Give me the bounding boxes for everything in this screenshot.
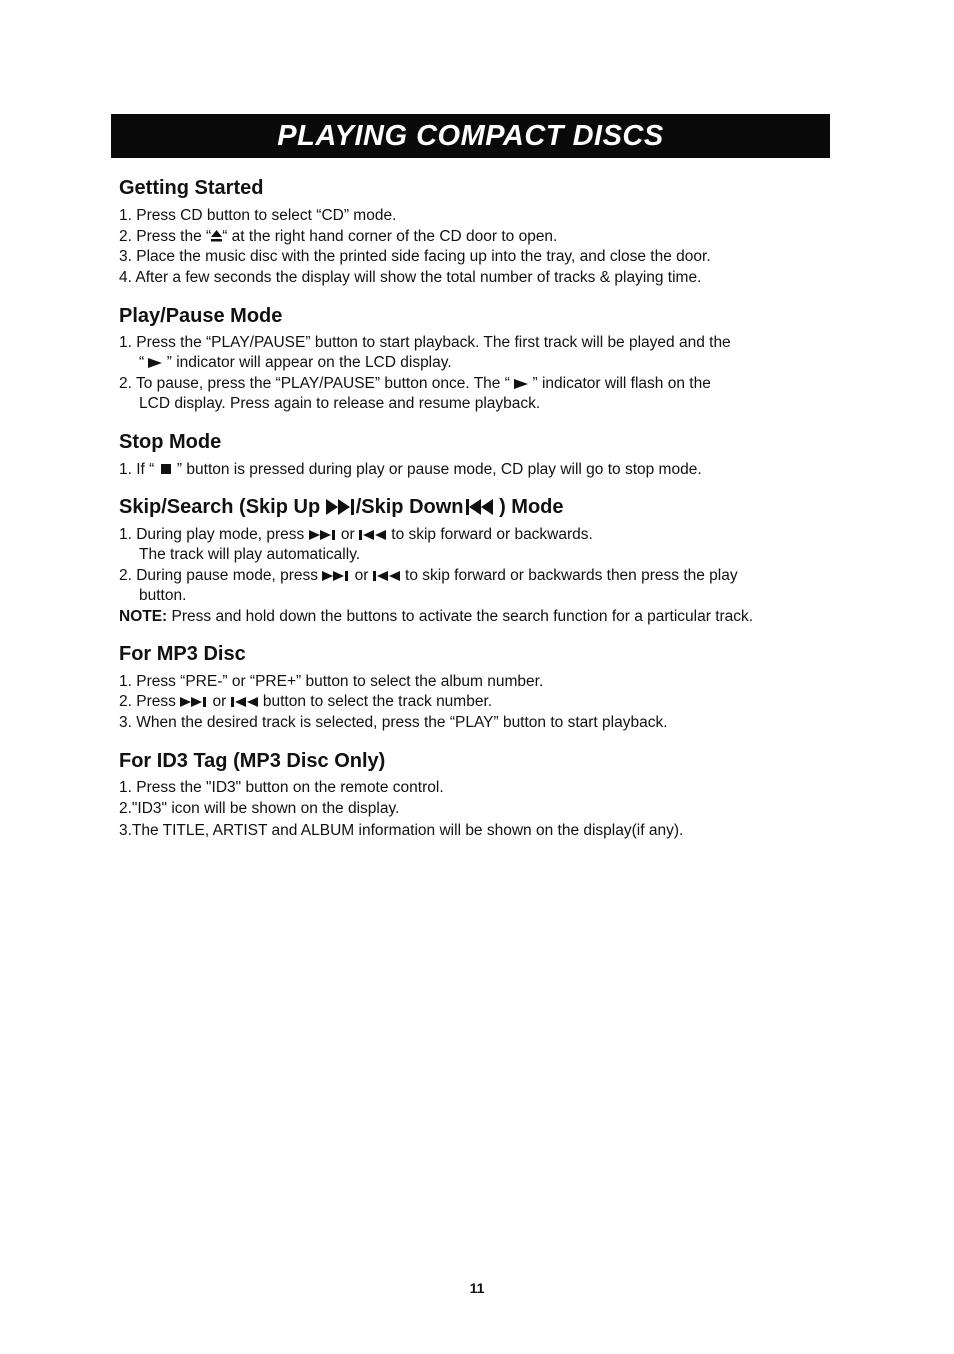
skip-back-icon <box>359 530 387 540</box>
heading-play-pause: Play/Pause Mode <box>119 305 283 327</box>
id3-step-3: 3.The TITLE, ARTIST and ALBUM information will be shown on the display(if any). <box>119 822 684 839</box>
skip-heading-c: ) Mode <box>493 496 564 518</box>
skip-note <box>119 607 753 627</box>
skip-heading-b: /Skip Down <box>355 496 464 518</box>
heading-getting-started: Getting Started <box>119 177 264 199</box>
skip-step-2 <box>119 566 738 586</box>
step-2-text-a: 2. Press the “ <box>119 228 212 245</box>
play-pause-step-2 <box>119 374 711 394</box>
skip-step-2-b: or <box>350 567 373 584</box>
skip-forward-icon <box>322 571 350 581</box>
play-pause-step-2-cont: LCD display. Press again to release and resume playback. <box>139 395 541 412</box>
skip-step-2-a: 2. During pause mode, press <box>119 567 323 584</box>
mp3-step-2-c: button to select the track number. <box>258 693 493 710</box>
play-icon <box>148 358 162 368</box>
note-text: Press and hold down the buttons to activate the search function for a particular track. <box>167 608 754 625</box>
skip-step-1 <box>119 525 593 545</box>
skip-forward-icon <box>309 530 337 540</box>
skip-step-1-b: or <box>336 526 359 543</box>
play-pause-step-1: 1. Press the “PLAY/PAUSE” button to start playback. The first track will be played and the <box>119 334 731 351</box>
page-title: PLAYING COMPACT DISCS <box>277 119 664 152</box>
mp3-step-2 <box>119 692 492 712</box>
skip-forward-icon <box>326 499 356 515</box>
play-indicator-text-b: ” indicator will appear on the LCD display. <box>162 354 452 371</box>
skip-heading-a: Skip/Search (Skip Up <box>119 496 326 518</box>
getting-started-step-2 <box>119 227 557 247</box>
pause-text-a: 2. To pause, press the “PLAY/PAUSE” button once. The “ <box>119 375 515 392</box>
skip-forward-icon <box>180 697 208 707</box>
stop-text-a: 1. If “ <box>119 461 159 478</box>
eject-icon <box>211 230 222 242</box>
heading-stop-mode: Stop Mode <box>119 431 222 453</box>
title-banner <box>111 114 830 158</box>
step-2-text-b: “ at the right hand corner of the CD door to open. <box>222 228 558 245</box>
skip-step-1-cont: The track will play automatically. <box>139 546 361 563</box>
stop-text-b: ” button is pressed during play or pause mode, CD play will go to stop mode. <box>172 461 702 478</box>
skip-step-2-c: to skip forward or backwards then press the play <box>400 567 738 584</box>
id3-step-1: 1. Press the "ID3" button on the remote control. <box>119 779 444 796</box>
pause-text-b: ” indicator will flash on the <box>528 375 711 392</box>
heading-mp3-disc: For MP3 Disc <box>119 643 246 665</box>
play-pause-step-1-cont <box>139 353 452 373</box>
skip-step-1-c: to skip forward or backwards. <box>386 526 593 543</box>
getting-started-step-4: 4. After a few seconds the display will show the total number of tracks & playing time. <box>119 269 702 286</box>
mp3-step-2-b: or <box>208 693 231 710</box>
play-icon <box>514 379 528 389</box>
skip-back-icon <box>231 697 259 707</box>
skip-back-icon <box>373 571 401 581</box>
skip-step-2-cont: button. <box>139 587 187 604</box>
mp3-step-1: 1. Press “PRE-” or “PRE+” button to select the album number. <box>119 673 544 690</box>
mp3-step-3: 3. When the desired track is selected, press the “PLAY” button to start playback. <box>119 714 668 731</box>
stop-icon <box>159 463 173 475</box>
id3-step-2: 2."ID3" icon will be shown on the display. <box>119 800 400 817</box>
getting-started-step-3: 3. Place the music disc with the printed side facing up into the tray, and close the door. <box>119 248 711 265</box>
heading-skip-search <box>119 496 564 519</box>
heading-id3-tag: For ID3 Tag (MP3 Disc Only) <box>119 750 386 772</box>
page-number: 11 <box>469 1280 485 1296</box>
skip-step-1-a: 1. During play mode, press <box>119 526 309 543</box>
note-label: NOTE: <box>119 608 168 625</box>
play-indicator-text-a: “ <box>139 354 149 371</box>
getting-started-step-1: 1. Press CD button to select “CD” mode. <box>119 207 397 224</box>
mp3-step-2-a: 2. Press <box>119 693 181 710</box>
stop-step-1 <box>119 460 702 480</box>
skip-back-icon <box>464 499 494 515</box>
